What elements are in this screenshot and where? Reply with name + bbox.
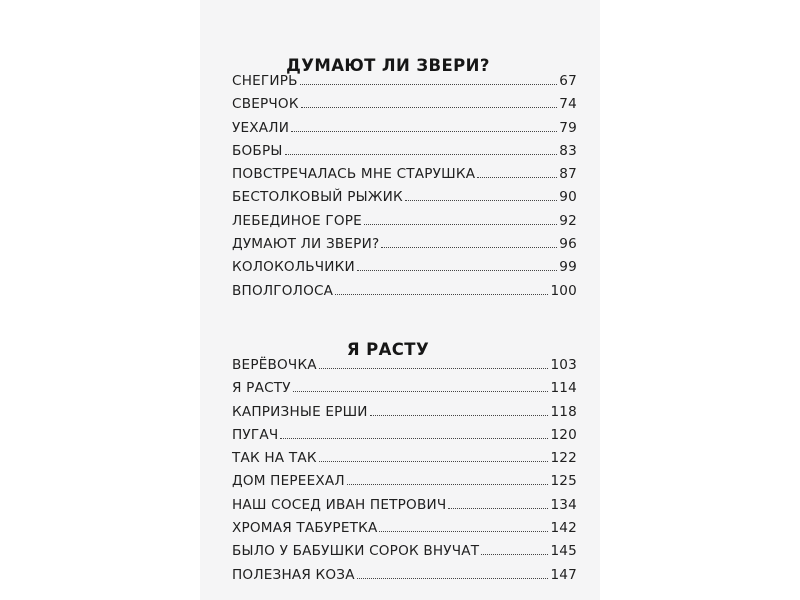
toc-entry-title: ВПОЛГОЛОСА (232, 282, 334, 299)
dot-leader (319, 368, 549, 369)
dot-leader (405, 200, 557, 201)
toc-entry-page: 142 (550, 520, 577, 537)
toc-entry-page: 114 (550, 380, 577, 397)
toc-entry (232, 380, 577, 403)
dot-leader (448, 508, 548, 509)
toc-entry-page: 100 (550, 282, 577, 299)
toc-entry (232, 189, 577, 212)
dot-leader (300, 84, 558, 85)
toc-entry (232, 543, 577, 566)
dot-leader (291, 131, 557, 132)
toc-entry-title: НАШ СОСЕД ИВАН ПЕТРОВИЧ (232, 496, 447, 513)
toc-entry (232, 120, 577, 143)
toc-entry-title: ВЕРЁВОЧКА (232, 357, 317, 373)
toc-entry-page: 96 (559, 236, 577, 253)
toc-entry-page: 67 (559, 73, 577, 89)
toc-entry (232, 497, 577, 520)
dot-leader (364, 224, 557, 225)
toc-entry-page: 83 (559, 142, 577, 159)
toc-entry (232, 567, 577, 590)
toc-entry-page: 122 (550, 450, 577, 467)
toc-entry-title: ЛЕБЕДИНОЕ ГОРЕ (232, 212, 362, 229)
toc-entry-title: ДУМАЮТ ЛИ ЗВЕРИ? (232, 236, 380, 253)
dot-leader (481, 554, 548, 555)
dot-leader (357, 578, 549, 579)
toc-entry-title: ДОМ ПЕРЕЕХАЛ (232, 473, 345, 490)
toc-entry (232, 143, 577, 166)
toc-entry-title: БЕСТОЛКОВЫЙ РЫЖИК (232, 189, 403, 206)
section-title: Я РАСТУ (346, 339, 430, 359)
toc-entry-title: СНЕГИРЬ (232, 73, 298, 89)
toc-entry (232, 450, 577, 473)
toc-entry-page: 103 (550, 357, 577, 373)
toc-entry-title: ПУГАЧ (232, 426, 279, 443)
toc-entry (232, 73, 577, 96)
toc-entry-page: 118 (550, 403, 577, 420)
toc-entry (232, 404, 577, 427)
toc-entry (232, 236, 577, 259)
toc-entry-page: 90 (559, 189, 577, 206)
toc-entry-title: КАПРИЗНЫЕ ЕРШИ (232, 403, 368, 420)
toc-entry-title: КОЛОКОЛЬЧИКИ (232, 259, 355, 276)
dot-leader (319, 461, 549, 462)
dot-leader (335, 294, 548, 295)
toc-entry-page: 145 (550, 543, 577, 560)
toc-entry-title: ТАК НА ТАК (232, 450, 317, 467)
dot-leader (280, 438, 548, 439)
toc-entry (232, 427, 577, 450)
toc-entry-page: 99 (559, 259, 577, 276)
toc-entry-title: ПОЛЕЗНАЯ КОЗА (232, 566, 355, 583)
dot-leader (381, 247, 557, 248)
toc-entry (232, 259, 577, 282)
toc-entry (232, 166, 577, 189)
toc-entry-title: БОБРЫ (232, 142, 283, 159)
toc-entry-title: ПОВСТРЕЧАЛАСЬ МНЕ СТАРУШКА (232, 166, 476, 183)
toc-entry-page: 79 (559, 119, 577, 136)
toc-entry-title: УЕХАЛИ (232, 119, 290, 136)
dot-leader (285, 154, 558, 155)
toc-entry (232, 520, 577, 543)
toc-entry-page: 125 (550, 473, 577, 490)
dot-leader (357, 270, 557, 271)
dot-leader (477, 177, 557, 178)
toc-entry-page: 92 (559, 212, 577, 229)
dot-leader (301, 107, 558, 108)
toc-entry (232, 473, 577, 496)
toc-entry (232, 357, 577, 380)
toc-entry-page: 134 (550, 496, 577, 513)
toc-entry-title: ХРОМАЯ ТАБУРЕТКА (232, 520, 378, 537)
toc-entry-page: 87 (559, 166, 577, 183)
toc-entry-page: 147 (550, 566, 577, 583)
toc-list (232, 357, 577, 590)
dot-leader (379, 531, 548, 532)
toc-list (232, 73, 577, 306)
toc-entry-title: БЫЛО У БАБУШКИ СОРОК ВНУЧАТ (232, 543, 480, 560)
toc-entry (232, 283, 577, 306)
dot-leader (293, 391, 549, 392)
toc-entry-title: СВЕРЧОК (232, 96, 299, 113)
toc-entry (232, 96, 577, 119)
toc-entry (232, 213, 577, 236)
toc-entry-title: Я РАСТУ (232, 380, 291, 397)
dot-leader (347, 484, 549, 485)
toc-entry-page: 120 (550, 426, 577, 443)
toc-entry-page: 74 (559, 96, 577, 113)
dot-leader (370, 415, 549, 416)
section-title: ДУМАЮТ ЛИ ЗВЕРИ? (286, 55, 490, 75)
